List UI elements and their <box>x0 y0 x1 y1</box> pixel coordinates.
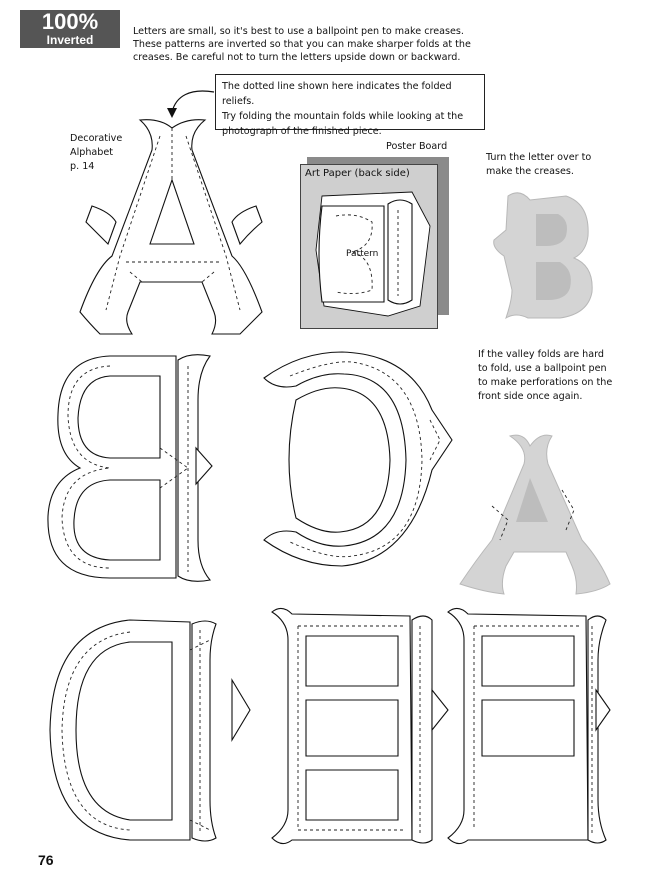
intro-line: Letters are small, so it's best to use a ballpoint pen to make creases. <box>133 26 464 37</box>
letter-d-pattern <box>50 620 250 841</box>
letter-b-pattern <box>48 355 212 582</box>
page-number: 76 <box>38 852 54 868</box>
art-paper-label: Art Paper (back side) <box>305 168 410 179</box>
letter-c-pattern <box>264 352 452 566</box>
badge-label: Inverted <box>46 33 94 47</box>
photo-finished-b <box>494 193 592 318</box>
poster-board-label: Poster Board <box>386 141 448 152</box>
intro-line: creases. Be careful not to turn the letters upside down or backward. <box>133 52 461 63</box>
badge-percent: 100% <box>41 9 99 34</box>
callout-line: Try folding the mountain folds while looking at the <box>222 111 464 122</box>
decorative-line: Alphabet <box>70 147 114 158</box>
callout-line: photograph of the finished piece. <box>222 126 382 137</box>
valley-fold-note <box>478 348 628 404</box>
decorative-page-ref: p. 14 <box>70 161 95 172</box>
callout-arrow-head <box>167 108 177 118</box>
decorative-alphabet-ref <box>70 132 150 174</box>
photo-finished-a <box>460 435 610 594</box>
note-line: Turn the letter over to <box>486 152 592 163</box>
note-line: to make perforations on the <box>478 377 613 388</box>
note-line: to fold, use a ballpoint pen <box>478 363 607 374</box>
decorative-line: Decorative <box>70 133 123 144</box>
intro-line: These patterns are inverted so that you can make sharper folds at the <box>133 39 471 50</box>
letter-e-pattern <box>272 608 448 843</box>
callout-arrow <box>172 91 214 112</box>
note-line: make the creases. <box>486 166 574 177</box>
letter-f-pattern <box>448 608 610 843</box>
note-line: If the valley folds are hard <box>478 349 605 360</box>
pattern-label: Pattern <box>346 249 379 259</box>
turn-letter-note <box>486 151 616 179</box>
callout-line: The dotted line shown here indicates the folded reliefs. <box>222 81 452 107</box>
note-line: front side once again. <box>478 391 583 402</box>
